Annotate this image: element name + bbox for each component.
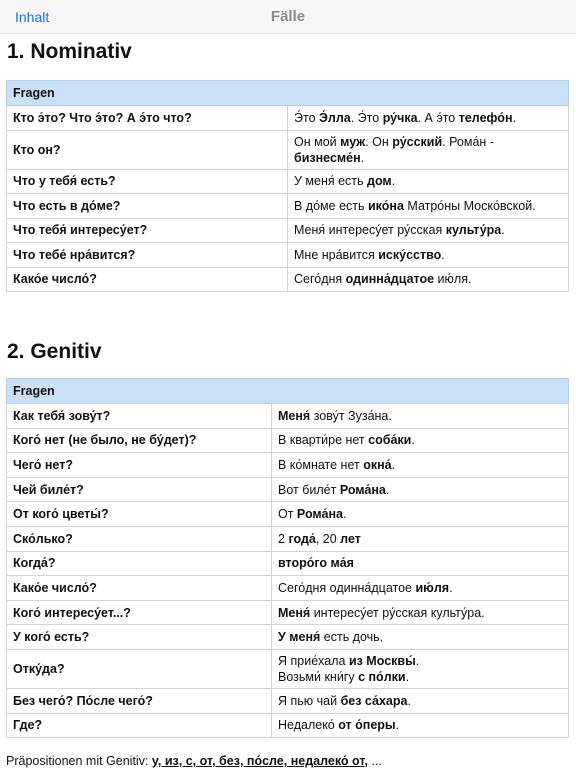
table-row: [7, 551, 569, 576]
answer-cell: У меня́ есть дом.: [288, 169, 569, 194]
answer-cell: Меня́ интересу́ет ру́сская культу́ра.: [288, 218, 569, 243]
table-row: [7, 576, 569, 601]
nominativ-table: [6, 80, 569, 292]
question-cell: Отку́да?: [7, 649, 272, 688]
answer-cell: Сего́дня одинна́дцатое ию́ля.: [288, 267, 569, 292]
answer-cell: Он мой муж. Он ру́сский. Рома́н - бизнесме́н.: [288, 130, 569, 169]
table-row: [7, 428, 569, 453]
prepositions-suffix: ...: [368, 754, 382, 768]
answer-cell: Меня́ зову́т Зуза́на.: [272, 404, 569, 429]
question-cell: Кто э́то? Что э́то? А э́то что?: [7, 106, 288, 131]
question-cell: Како́е число́?: [7, 267, 288, 292]
answer-cell: У меня́ есть дочь.: [272, 625, 569, 650]
table-row: [7, 404, 569, 429]
question-cell: Како́е число́?: [7, 576, 272, 601]
question-cell: Кого́ интересу́ет...?: [7, 600, 272, 625]
prepositions-list: у, из, с, от, без, по́сле, недалеко́ от,: [151, 754, 368, 768]
answer-cell: Мне нра́вится иску́сство.: [288, 243, 569, 268]
question-cell: Ско́лько?: [7, 526, 272, 551]
table-header-row: [7, 81, 569, 106]
answer-cell: Недалеко́ от о́перы.: [272, 713, 569, 738]
question-cell: Чей биле́т?: [7, 477, 272, 502]
table-row: [7, 218, 569, 243]
table-row: [7, 625, 569, 650]
answer-cell: В кварти́ре нет соба́ки.: [272, 428, 569, 453]
prepositions-note: [6, 754, 382, 768]
answer-cell: Э́то Э́лла. Э́то ру́чка. А э́то телефо́н.: [288, 106, 569, 131]
table-row: [7, 453, 569, 478]
question-cell: Что у тебя́ есть?: [7, 169, 288, 194]
section-title-genitiv: 2. Genitiv: [7, 340, 102, 363]
answer-cell: От Рома́на.: [272, 502, 569, 527]
table-row: [7, 526, 569, 551]
section-title-nominativ: 1. Nominativ: [7, 40, 132, 63]
answer-cell: Я пью чай без са́хара.: [272, 688, 569, 713]
table-row: [7, 130, 569, 169]
table-row: [7, 502, 569, 527]
question-cell: Чего́ нет?: [7, 453, 272, 478]
table-row: [7, 243, 569, 268]
table-row: [7, 169, 569, 194]
question-cell: Когда́?: [7, 551, 272, 576]
answer-cell: второ́го ма́я: [272, 551, 569, 576]
table-row: [7, 106, 569, 131]
table-row: [7, 713, 569, 738]
answer-cell: Я прие́хала из Москвы́. Возьми́ кни́гу с по́лки.: [272, 649, 569, 688]
table-row: [7, 600, 569, 625]
question-cell: От кого́ цветы́?: [7, 502, 272, 527]
table-row: [7, 649, 569, 688]
answer-cell: В до́ме есть ико́на Матро́ны Моско́вской.: [288, 194, 569, 219]
table-header-row: [7, 379, 569, 404]
question-cell: Что тебя́ интересу́ет?: [7, 218, 288, 243]
page-title: Fälle: [270, 8, 306, 25]
table-row: [7, 194, 569, 219]
question-cell: Что есть в до́ме?: [7, 194, 288, 219]
question-cell: Кто он?: [7, 130, 288, 169]
table-row: [7, 688, 569, 713]
back-button[interactable]: Inhalt: [15, 9, 50, 25]
answer-cell: Сего́дня одинна́дцатое ию́ля.: [272, 576, 569, 601]
prepositions-prefix: Präpositionen mit Genitiv:: [6, 754, 152, 768]
question-cell: Кого́ нет (не было, не бу́дет)?: [7, 428, 272, 453]
question-cell: Без чего́? По́сле чего́?: [7, 688, 272, 713]
question-cell: Где?: [7, 713, 272, 738]
genitiv-table: [6, 378, 569, 738]
answer-cell: Вот биле́т Рома́на.: [272, 477, 569, 502]
question-cell: Что тебе́ нра́вится?: [7, 243, 288, 268]
question-cell: Как тебя́ зову́т?: [7, 404, 272, 429]
table-header-cell: Fragen: [7, 379, 569, 404]
navigation-bar: [0, 0, 576, 34]
question-cell: У кого́ есть?: [7, 625, 272, 650]
table-row: [7, 477, 569, 502]
answer-cell: Меня́ интересу́ет ру́сская культу́ра.: [272, 600, 569, 625]
answer-cell: 2 года́, 20 лет: [272, 526, 569, 551]
table-header-cell: Fragen: [7, 81, 569, 106]
table-row: [7, 267, 569, 292]
answer-cell: В ко́мнате нет окна́.: [272, 453, 569, 478]
